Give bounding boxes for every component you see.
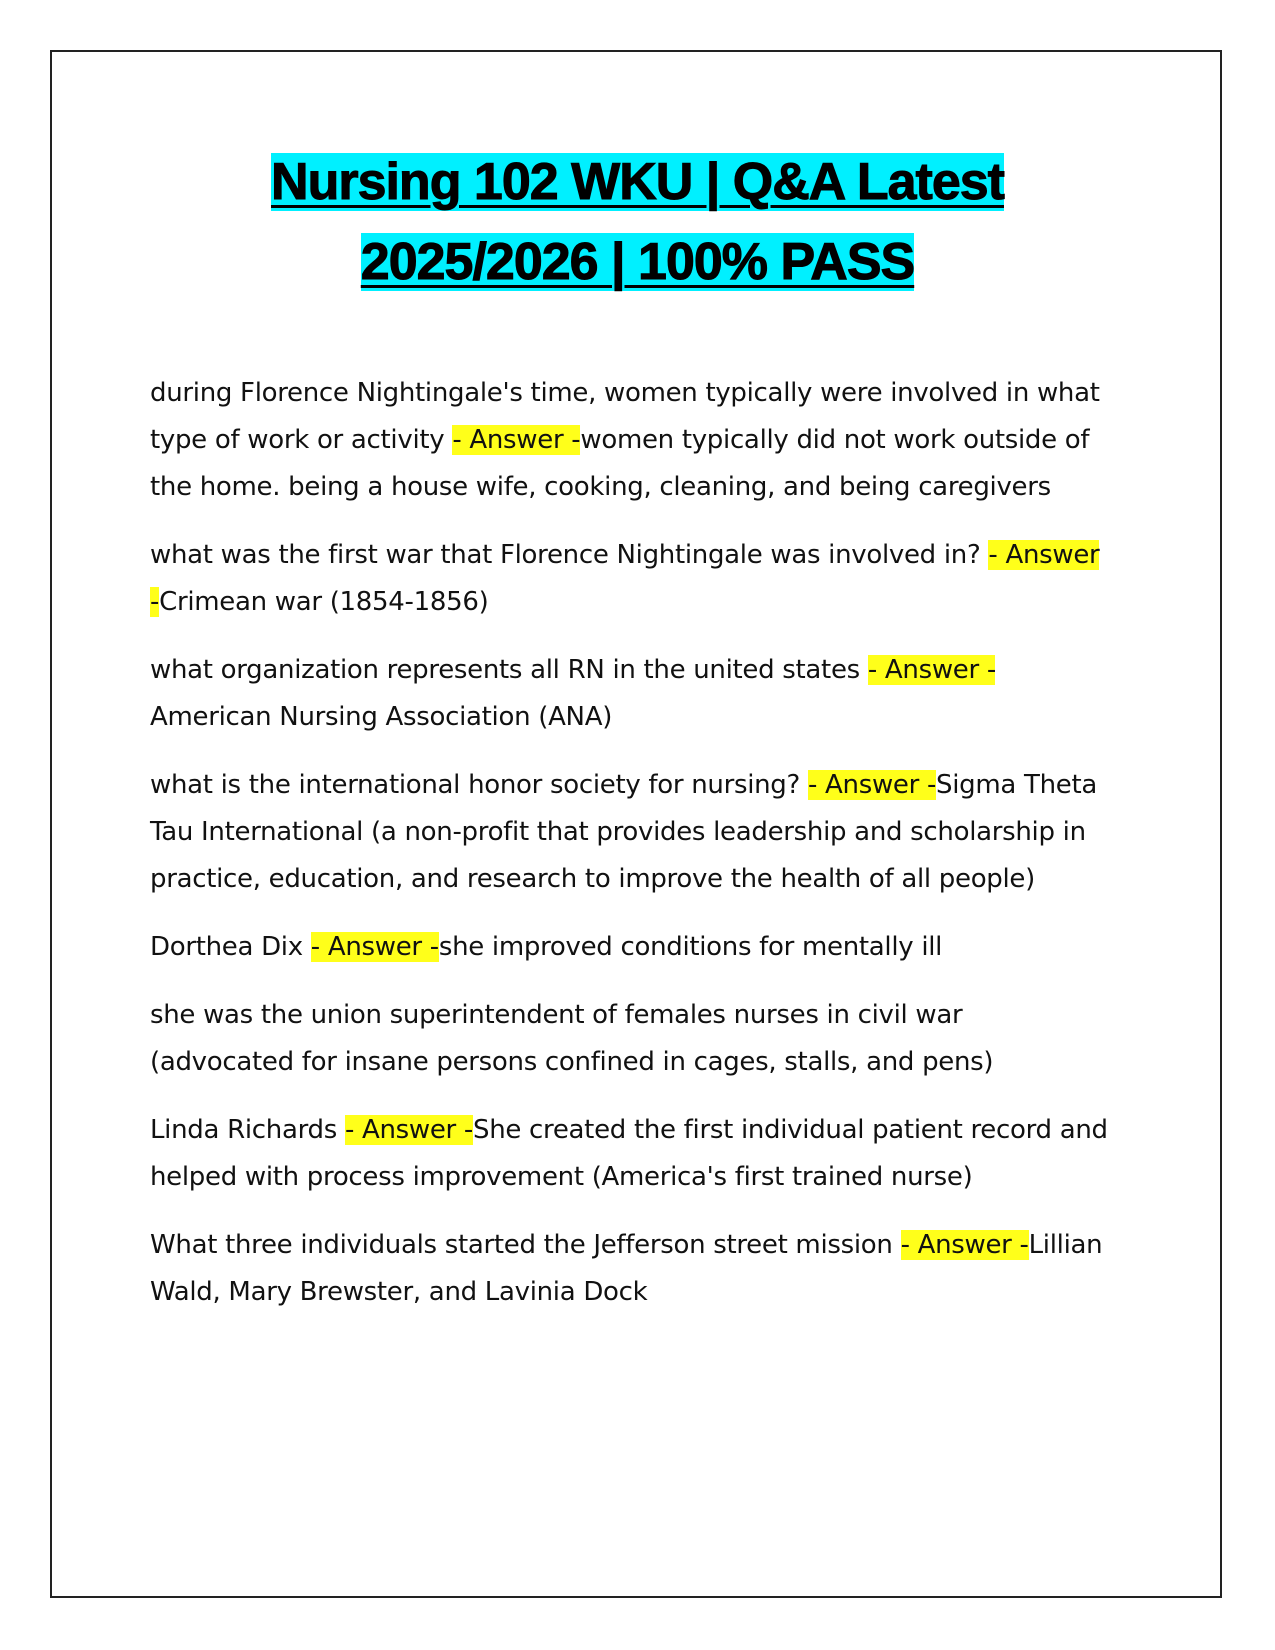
answer-text: Sigma Theta Tau International (a non-profit that provides leadership and scholarship in practice, education, and research to improve the health of all people) [150,770,1097,894]
qa-entry [150,647,1110,741]
question-text: Linda Richards [150,1115,345,1145]
qa-entry [150,1107,1110,1201]
qa-entry [150,532,1110,626]
answer-marker: - Answer - [807,770,937,800]
answer-text: she was the union superintendent of females nurses in civil war (advocated for insane persons confined in cages, stalls, and pens) [150,1000,994,1077]
qa-entry [150,1222,1110,1316]
answer-marker: - Answer - [452,425,581,455]
question-text: what was the first war that Florence Nightingale was involved in? [150,540,989,570]
qa-list [150,370,1110,1337]
question-text: Dorthea Dix [150,932,311,962]
answer-marker: - Answer - [150,540,1100,617]
title-line-1: Nursing 102 WKU | Q&A Latest [271,153,1004,211]
answer-text: Lillian Wald, Mary Brewster, and Lavinia Dock [150,1230,1103,1307]
answer-marker: - Answer - [900,1230,1029,1260]
qa-entry [150,924,1110,971]
answer-marker: - Answer - [344,1115,473,1145]
answer-marker: - Answer - [310,932,439,962]
question-text: what organization represents all RN in the united states [150,655,868,685]
document-title [60,142,1215,302]
answer-text: she improved conditions for mentally ill [438,932,943,962]
qa-entry [150,992,1110,1086]
answer-text: She created the first individual patient record and helped with process improvement (America's first trained nurse) [150,1115,1108,1192]
answer-text: Crimean war (1854-1856) [159,587,489,617]
question-text: what is the international honor society for nursing? [150,770,808,800]
qa-entry [150,370,1110,511]
answer-marker: - Answer - [867,655,996,685]
title-line-2: 2025/2026 | 100% PASS [360,233,915,291]
question-text: during Florence Nightingale's time, women typically were involved in what type of work or activity [150,378,1100,455]
answer-text: American Nursing Association (ANA) [150,702,613,732]
question-text: What three individuals started the Jefferson street mission [150,1230,901,1260]
qa-entry [150,762,1110,903]
answer-text: women typically did not work outside of the home. being a house wife, cooking, cleaning, and being caregivers [150,425,1090,502]
